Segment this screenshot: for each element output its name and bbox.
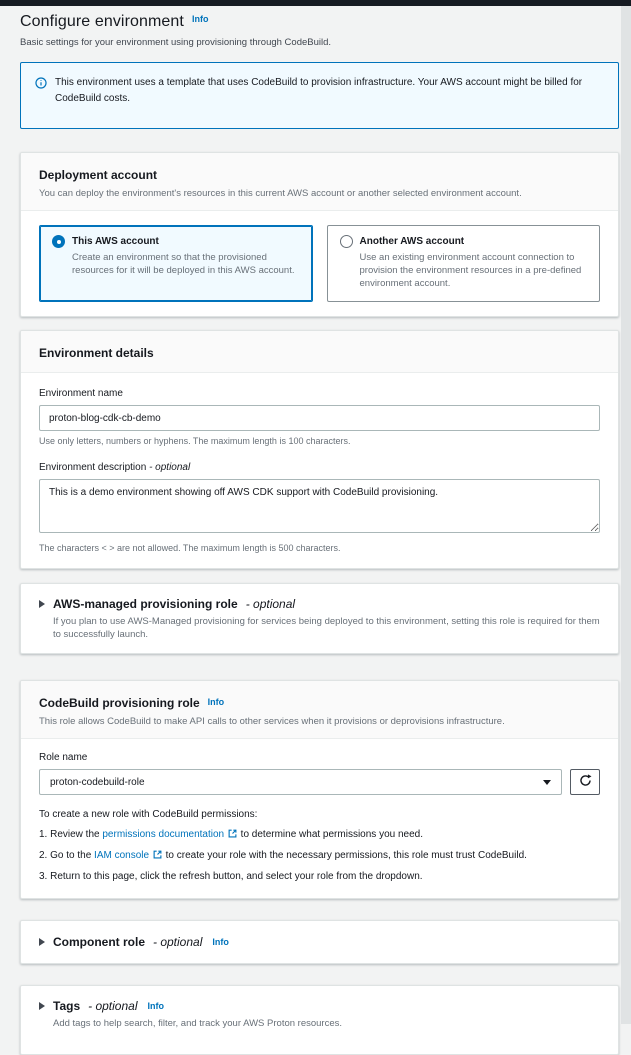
tags-title: Tags <box>53 999 81 1013</box>
environment-description-label: Environment description - optional <box>39 462 191 473</box>
radio-tile-another-aws-account[interactable] <box>327 225 601 302</box>
deployment-account-title: Deployment account <box>39 168 158 182</box>
optional-marker: - optional <box>153 935 203 949</box>
aws-managed-role-expander[interactable] <box>39 596 600 612</box>
tile-description: Create an environment so that the provisioned resources for it will be deployed in this AWS account. <box>72 252 295 276</box>
role-name-label: Role name <box>39 752 88 763</box>
refresh-roles-button[interactable] <box>570 769 600 795</box>
environment-name-label: Environment name <box>39 388 123 399</box>
page-header <box>20 13 610 48</box>
environment-details-card <box>20 330 619 569</box>
component-role-card <box>20 920 619 964</box>
info-circle-icon <box>35 76 47 116</box>
create-role-instructions-intro: To create a new role with CodeBuild permissions: <box>39 809 258 820</box>
environment-name-input[interactable] <box>39 405 600 431</box>
codebuild-billing-alert <box>20 62 619 129</box>
optional-marker: - optional <box>245 597 296 611</box>
optional-marker: - optional <box>149 462 191 473</box>
permissions-documentation-link[interactable]: permissions documentation <box>102 829 225 840</box>
tags-card <box>20 985 619 1055</box>
refresh-icon <box>579 774 592 790</box>
deployment-account-card <box>20 152 619 317</box>
external-link-icon[interactable] <box>153 851 162 862</box>
tags-expander[interactable] <box>39 998 600 1014</box>
environment-details-title: Environment details <box>39 346 154 360</box>
expand-arrow-icon <box>39 600 45 608</box>
optional-marker: - optional <box>88 999 138 1013</box>
component-role-title: Component role <box>53 935 145 949</box>
page-title: Configure environment <box>20 13 184 30</box>
role-name-select[interactable] <box>39 769 562 795</box>
top-window-bar <box>0 0 631 6</box>
codebuild-role-title: CodeBuild provisioning role <box>39 696 200 710</box>
instruction-step-2: 2. Go to the IAM console to create your role with the necessary permissions, this role must trust CodeBuild. <box>39 850 527 861</box>
expand-arrow-icon <box>39 938 45 946</box>
iam-console-link[interactable]: IAM console <box>94 850 150 861</box>
tags-description: Add tags to help search, filter, and track your AWS Proton resources. <box>53 1018 343 1029</box>
codebuild-role-info-link[interactable]: Info <box>207 697 225 707</box>
radio-unselected-icon[interactable] <box>340 235 353 248</box>
instruction-step-1: 1. Review the permissions documentation to determine what permissions you need. <box>39 829 423 840</box>
tile-description: Use an existing environment account connection to provision the environment resources in a pre-defined environment account. <box>359 252 582 289</box>
tags-info-link[interactable]: Info <box>147 1001 164 1011</box>
page-subtitle: Basic settings for your environment using provisioning through CodeBuild. <box>20 37 332 48</box>
deployment-account-description: You can deploy the environment's resources in this current AWS account or another selected environment account. <box>39 188 522 199</box>
aws-managed-role-title: AWS-managed provisioning role <box>53 597 238 611</box>
tile-label: Another AWS account <box>359 236 465 247</box>
chevron-down-icon <box>543 780 551 785</box>
radio-tile-this-aws-account[interactable] <box>39 225 313 302</box>
codebuild-role-header <box>21 681 618 739</box>
expand-arrow-icon <box>39 1002 45 1010</box>
environment-description-hint: The characters < > are not allowed. The maximum length is 500 characters. <box>39 543 341 553</box>
scrollbar-gutter[interactable] <box>621 6 631 1024</box>
role-name-selected-value: proton-codebuild-role <box>50 776 145 788</box>
tile-label: This AWS account <box>72 236 159 247</box>
environment-details-header <box>21 331 618 373</box>
component-role-expander[interactable] <box>39 934 600 950</box>
codebuild-role-card <box>20 680 619 899</box>
aws-managed-role-description: If you plan to use AWS-Managed provisioning for services being deployed to this environment, setting this role is required for them to successfully launch. <box>53 616 600 640</box>
external-link-icon[interactable] <box>228 830 237 841</box>
aws-managed-role-card <box>20 583 619 654</box>
radio-selected-icon[interactable] <box>52 235 65 248</box>
page-info-link[interactable]: Info <box>191 14 209 24</box>
instruction-step-3: 3. Return to this page, click the refresh button, and select your role from the dropdown. <box>39 871 423 882</box>
deployment-account-header <box>21 153 618 211</box>
codebuild-role-description: This role allows CodeBuild to make API calls to other services when it provisions or deprovisions infrastructure. <box>39 716 505 727</box>
environment-name-hint: Use only letters, numbers or hyphens. The maximum length is 100 characters. <box>39 436 351 446</box>
component-role-info-link[interactable]: Info <box>212 937 229 947</box>
alert-text: This environment uses a template that uses CodeBuild to provision infrastructure. Your AWS account might be billed for CodeBuild costs. <box>55 77 583 104</box>
environment-description-textarea[interactable] <box>39 479 600 533</box>
